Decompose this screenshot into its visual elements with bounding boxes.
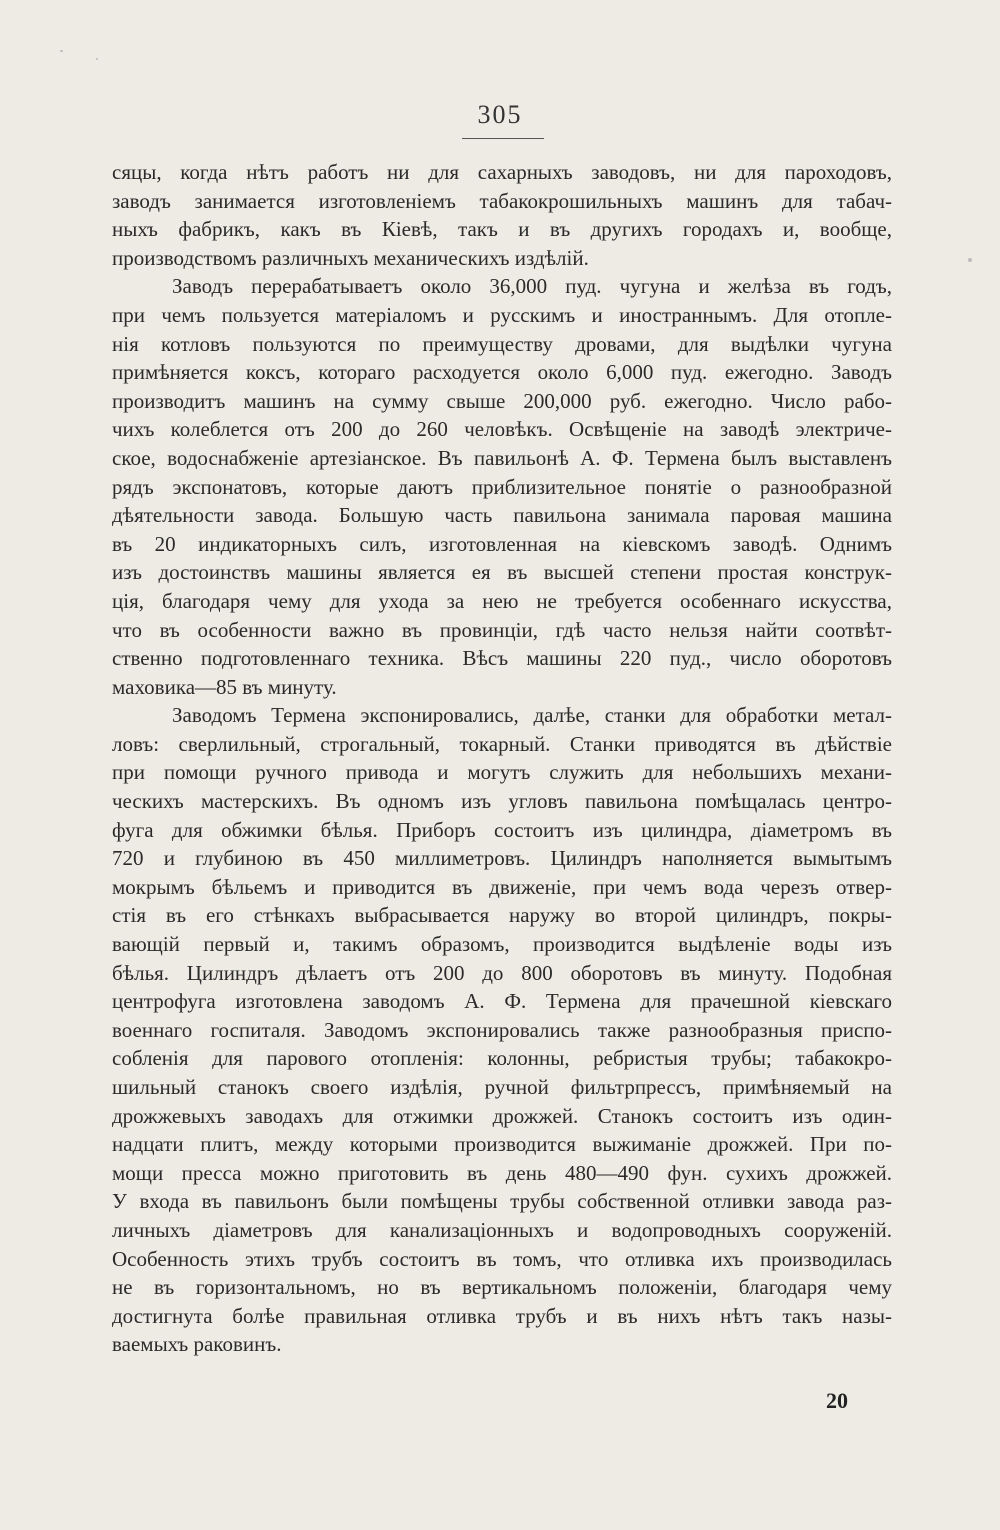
text-line: стія въ его стѣнкахъ выбрасывается наружу во второй цилиндръ, покры- — [112, 903, 892, 928]
text-line: фуга для обжимки бѣлья. Приборъ состоитъ изъ цилиндра, діаметромъ въ — [112, 817, 892, 842]
text-line: ческихъ мастерскихъ. Въ одномъ изъ угловъ павильона помѣщалась центро- — [112, 789, 892, 814]
text-line: военнаго госпиталя. Заводомъ экспонировались также разнообразныя приспо- — [112, 1017, 892, 1042]
text-line: ловъ: сверлильный, строгальный, токарный. Станки приводятся въ дѣйствіе — [112, 731, 892, 756]
text-line: Заводъ перерабатываетъ около 36,000 пуд. чугуна и желѣза въ годъ, — [172, 274, 892, 299]
scan-speck — [60, 50, 63, 52]
text-line: ваемыхъ раковинъ. — [112, 1332, 282, 1357]
page-number: 305 — [477, 100, 523, 129]
text-line: 720 и глубиною въ 450 миллиметровъ. Цилиндръ наполняется вымытымъ — [112, 846, 892, 871]
scan-speck — [968, 258, 972, 262]
text-line: центрофуга изготовлена заводомъ А. Ф. Термена для прачешной кіевскаго — [112, 989, 892, 1014]
text-line: изъ достоинствъ машины является ея въ высшей степени простая конструк- — [112, 560, 892, 585]
body-text — [112, 158, 892, 1359]
text-line: бѣлья. Цилиндръ дѣлаетъ отъ 200 до 800 оборотовъ въ минуту. Подобная — [112, 960, 892, 985]
text-line: Особенность этихъ трубъ состоитъ въ томъ, что отливка ихъ производилась — [112, 1246, 892, 1271]
text-line: производитъ машинъ на сумму свыше 200,000 руб. ежегодно. Число рабо- — [112, 388, 892, 413]
text-line: маховика—85 въ минуту. — [112, 674, 337, 699]
text-line: что въ особенности важно въ провинціи, гдѣ часто нельзя найти соотвѣт- — [112, 617, 892, 642]
text-line: дрожжевыхъ заводахъ для отжимки дрожжей. Станокъ состоитъ изъ один- — [112, 1103, 892, 1128]
text-line: примѣняется коксъ, котораго расходуется около 6,000 пуд. ежегодно. Заводъ — [112, 360, 892, 385]
text-line: собленія для парового отопленія: колонны, ребристыя трубы; табакокро- — [112, 1046, 892, 1071]
text-line: при чемъ пользуется матеріаломъ и русскимъ и иностраннымъ. Для отопле- — [112, 302, 892, 327]
text-line: Заводомъ Термена экспонировались, далѣе, станки для обработки метал- — [172, 703, 892, 728]
text-line: вающій первый и, такимъ образомъ, производится выдѣленіе воды изъ — [112, 932, 892, 957]
text-line: чихъ колеблется отъ 200 до 260 человѣкъ. Освѣщеніе на заводѣ электриче- — [112, 417, 892, 442]
text-line: не въ горизонтальномъ, но въ вертикальномъ положеніи, благодаря чему — [112, 1275, 892, 1300]
text-line: ственно подготовленнаго техника. Вѣсъ машины 220 пуд., число оборотовъ — [112, 646, 892, 671]
text-line: сяцы, когда нѣтъ работъ ни для сахарныхъ заводовъ, ни для пароходовъ, — [112, 160, 892, 184]
text-line: У входа въ павильонъ были помѣщены трубы собственной отливки завода раз- — [112, 1189, 892, 1214]
signature-mark: 20 — [826, 1388, 848, 1413]
scan-speck — [96, 58, 98, 60]
text-line: заводъ занимается изготовленіемъ табакокрошильныхъ машинъ для табач- — [112, 188, 892, 213]
text-line: ныхъ фабрикъ, какъ въ Кіевѣ, такъ и въ другихъ городахъ и, вообще, — [112, 217, 892, 242]
text-line: нія котловъ пользуются по преимуществу дровами, для выдѣлки чугуна — [112, 331, 892, 356]
text-line: въ 20 индикаторныхъ силъ, изготовленная на кіевскомъ заводѣ. Однимъ — [112, 531, 892, 556]
text-line: ція, благодаря чему для ухода за нею не требуется особеннаго искусства, — [112, 588, 892, 613]
text-line: дѣятельности завода. Большую часть павильона занимала паровая машина — [112, 503, 892, 528]
text-line: надцати плитъ, между которыми производится выжиманіе дрожжей. При по- — [112, 1132, 892, 1157]
text-line: достигнута болѣе правильная отливка трубъ и въ нихъ нѣтъ такъ назы- — [112, 1303, 892, 1328]
text-line: мощи пресса можно приготовить въ день 480—490 фун. сухихъ дрожжей. — [112, 1160, 892, 1185]
header-rule — [462, 138, 544, 139]
text-line: личныхъ діаметровъ для канализаціонныхъ и водопроводныхъ сооруженій. — [112, 1217, 892, 1242]
text-line: ское, водоснабженіе артезіанское. Въ павильонѣ А. Ф. Термена былъ выставленъ — [112, 445, 892, 470]
text-line: мокрымъ бѣльемъ и приводится въ движеніе, при чемъ вода черезъ отвер- — [112, 874, 892, 899]
text-line: рядъ экспонатовъ, которые даютъ приблизительное понятіе о разнообразной — [112, 474, 892, 499]
text-line: при помощи ручного привода и могутъ служить для небольшихъ механи- — [112, 760, 892, 785]
text-line: шильный станокъ своего издѣлія, ручной фильтрпрессъ, примѣняемый на — [112, 1075, 892, 1099]
text-line: производствомъ различныхъ механическихъ издѣлій. — [112, 245, 589, 270]
